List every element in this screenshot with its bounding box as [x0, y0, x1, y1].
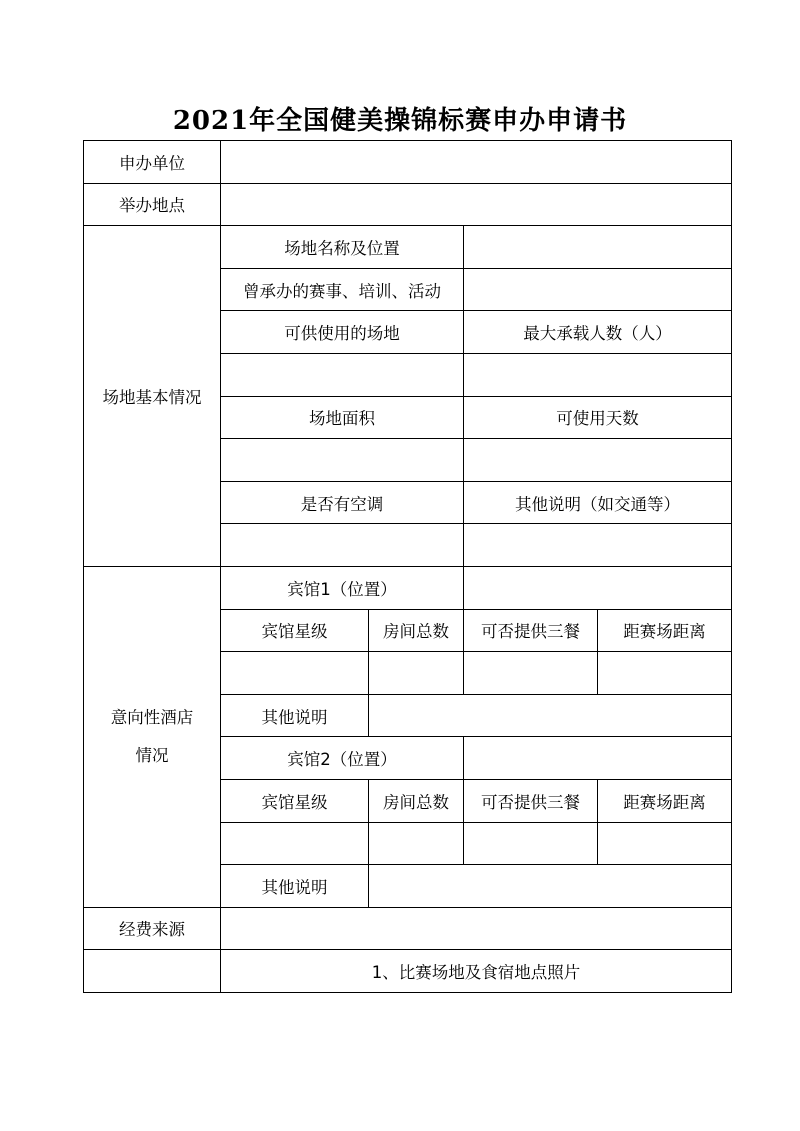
row-venue-name — [84, 226, 732, 269]
field-air-conditioning[interactable] — [221, 524, 464, 567]
label-other-notes: 其他说明（如交通等） — [464, 481, 732, 524]
hotel1-col-distance: 距赛场距离 — [598, 609, 732, 652]
field-hotel2-rooms[interactable] — [369, 822, 464, 865]
attachment-item-1: 1、比赛场地及食宿地点照片 — [221, 950, 732, 993]
field-hotel1-distance[interactable] — [598, 652, 732, 695]
label-funding: 经费来源 — [84, 907, 221, 950]
field-hotel1-meals[interactable] — [464, 652, 598, 695]
field-hotel1-other[interactable] — [369, 694, 732, 737]
label-available-days: 可使用天数 — [464, 396, 732, 439]
label-max-capacity: 最大承载人数（人） — [464, 311, 732, 354]
label-organizer: 申办单位 — [84, 141, 221, 184]
label-available-venue: 可供使用的场地 — [221, 311, 464, 354]
field-organizer[interactable] — [221, 141, 732, 184]
field-available-days[interactable] — [464, 439, 732, 482]
field-max-capacity[interactable] — [464, 353, 732, 396]
field-hotel2-meals[interactable] — [464, 822, 598, 865]
hotel2-col-star: 宾馆星级 — [221, 779, 369, 822]
field-area[interactable] — [221, 439, 464, 482]
hotel-section-line2: 情况 — [135, 745, 169, 765]
row-location — [84, 183, 732, 226]
label-hotel1-other: 其他说明 — [221, 694, 369, 737]
hotel2-col-rooms: 房间总数 — [369, 779, 464, 822]
field-hotel2-location[interactable] — [464, 737, 732, 780]
hotel1-col-meals: 可否提供三餐 — [464, 609, 598, 652]
label-venue-name: 场地名称及位置 — [221, 226, 464, 269]
field-hotel1-rooms[interactable] — [369, 652, 464, 695]
field-location[interactable] — [221, 183, 732, 226]
field-hotel2-distance[interactable] — [598, 822, 732, 865]
page-title: 2021年全国健美操锦标赛申办申请书 — [172, 106, 628, 136]
row-hotel1-location — [84, 566, 732, 609]
field-funding[interactable] — [221, 907, 732, 950]
field-available-venue[interactable] — [221, 353, 464, 396]
field-hotel2-other[interactable] — [369, 865, 732, 908]
field-other-notes[interactable] — [464, 524, 732, 567]
label-hotel2: 宾馆2（位置） — [221, 737, 464, 780]
field-hotel2-star[interactable] — [221, 822, 369, 865]
label-past-events: 曾承办的赛事、培训、活动 — [221, 268, 464, 311]
label-area: 场地面积 — [221, 396, 464, 439]
hotel2-col-distance: 距赛场距离 — [598, 779, 732, 822]
label-hotel1: 宾馆1（位置） — [221, 566, 464, 609]
field-hotel1-star[interactable] — [221, 652, 369, 695]
hotel1-col-rooms: 房间总数 — [369, 609, 464, 652]
hotel-section-line1: 意向性酒店 — [110, 707, 194, 727]
label-location: 举办地点 — [84, 183, 221, 226]
application-form-table — [83, 140, 732, 993]
field-past-events[interactable] — [464, 268, 732, 311]
label-venue-section: 场地基本情况 — [84, 226, 221, 567]
label-hotel-section — [84, 566, 221, 907]
row-attachments — [84, 950, 732, 993]
label-hotel2-other: 其他说明 — [221, 865, 369, 908]
field-venue-name[interactable] — [464, 226, 732, 269]
row-funding — [84, 907, 732, 950]
label-air-conditioning: 是否有空调 — [221, 481, 464, 524]
hotel1-col-star: 宾馆星级 — [221, 609, 369, 652]
field-hotel1-location[interactable] — [464, 566, 732, 609]
hotel2-col-meals: 可否提供三餐 — [464, 779, 598, 822]
row-organizer — [84, 141, 732, 184]
label-attachments-blank — [84, 950, 221, 993]
